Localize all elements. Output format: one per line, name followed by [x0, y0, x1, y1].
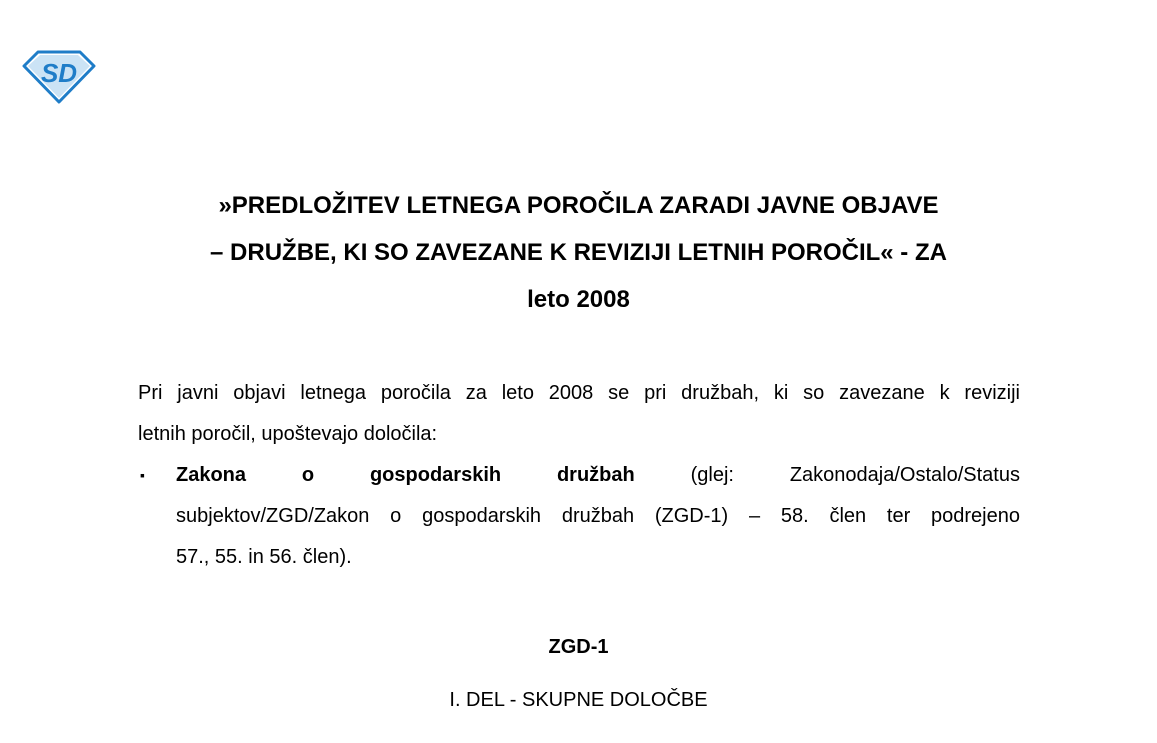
- sd-logo: [22, 46, 96, 104]
- list-item: [138, 455, 1020, 578]
- law-name-word: Zakona: [176, 464, 247, 486]
- title-line-1: »PREDLOŽITEV LETNEGA POROČILA ZARADI JAVNE OBJAVE: [218, 192, 939, 219]
- law-name-word: družbah: [556, 464, 635, 486]
- law-name-word: gospodarskih: [369, 464, 502, 486]
- zgd-heading: ZGD-1: [548, 636, 609, 658]
- reference-path: Zakonodaja/Ostalo/Status: [789, 464, 1020, 486]
- law-name-word: o: [301, 464, 315, 486]
- title-line-2: – DRUŽBE, KI SO ZAVEZANE K REVIZIJI LETNIH POROČIL« - ZA: [210, 239, 947, 266]
- intro-paragraph: [138, 373, 1020, 455]
- title-line-3: leto 2008: [527, 286, 630, 313]
- part-heading: I. DEL - SKUPNE DOLOČBE: [449, 689, 708, 711]
- document-title: [0, 182, 1157, 323]
- intro-line-1: Pri javni objavi letnega poročila za leto 2008 se pri družbah, ki so zavezane k reviziji: [138, 382, 1020, 404]
- bullet-square-icon: ▪: [140, 467, 145, 483]
- bullet-line-1: [176, 455, 1020, 496]
- provisions-list: [138, 455, 1020, 578]
- intro-line-2: letnih poročil, upoštevajo določila:: [138, 423, 438, 445]
- reference-word: (glej:: [690, 464, 734, 486]
- bullet-line-3: 57., 55. in 56. člen).: [176, 546, 352, 568]
- bullet-line-2: subjektov/ZGD/Zakon o gospodarskih družbah (ZGD-1) – 58. člen ter podrejeno: [176, 505, 1020, 527]
- logo-text: SD: [40, 58, 78, 88]
- sd-shield-logo-icon: [22, 46, 96, 104]
